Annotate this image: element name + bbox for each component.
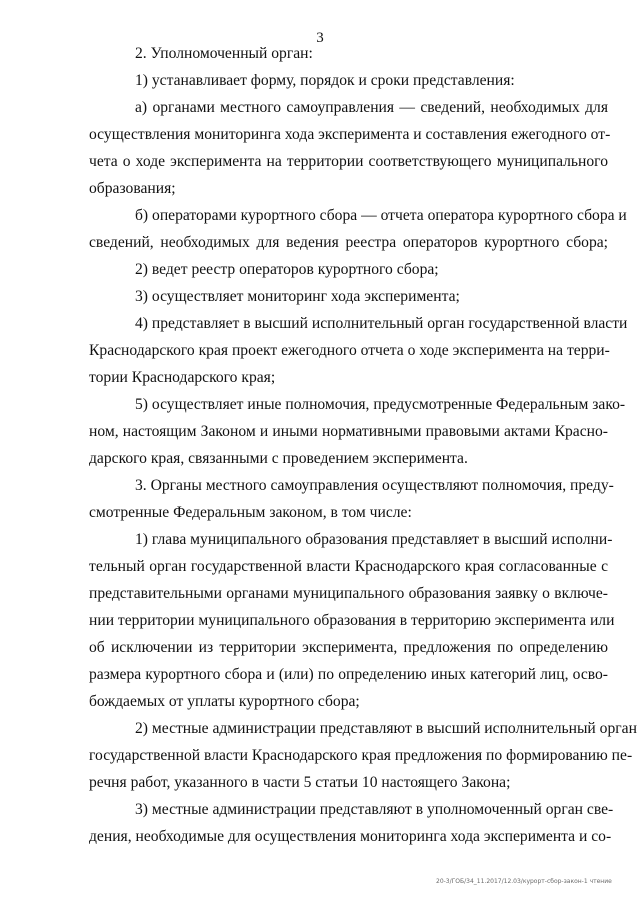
text-line: бождаемых от уплаты курортного сбора; xyxy=(89,693,360,710)
footer-document-code: 20-3/ГОБ/34_11.2017/12.03/курорт-сбор-закон-1 чтение xyxy=(436,878,612,885)
text-line: образования; xyxy=(89,180,176,197)
text-line: государственной власти Краснодарского края предложения по формированию пе- xyxy=(89,747,633,764)
text-line: нии территории муниципального образования в территорию эксперимента или xyxy=(89,612,615,629)
text-line: 5) осуществляет иные полномочия, предусмотренные Федеральным зако- xyxy=(135,396,626,413)
text-line: Краснодарского края проект ежегодного отчета о ходе эксперимента на терри- xyxy=(89,342,610,359)
text-line: размера курортного сбора и (или) по определению иных категорий лиц, осво- xyxy=(89,666,608,683)
text-line: 2. Уполномоченный орган: xyxy=(135,45,313,62)
text-line: ном, настоящим Законом и иными нормативными правовыми актами Красно- xyxy=(89,423,608,440)
text-line: сведений, необходимых для ведения реестра операторов курортного сбора; xyxy=(89,234,608,251)
text-line: об исключении из территории эксперимента, предложения по определению xyxy=(89,639,608,656)
text-line: 4) представляет в высший исполнительный орган государственной власти xyxy=(135,315,628,332)
text-line: 1) устанавливает форму, порядок и сроки представления: xyxy=(135,72,515,89)
page-number: 3 xyxy=(316,30,324,46)
text-line: 1) глава муниципального образования представляет в высший исполни- xyxy=(135,531,613,548)
text-line: 2) ведет реестр операторов курортного сбора; xyxy=(135,261,439,278)
text-line: тории Краснодарского края; xyxy=(89,369,276,386)
text-line: осуществления мониторинга хода эксперимента и составления ежегодного от- xyxy=(89,126,611,143)
text-line: а) органами местного самоуправления — сведений, необходимых для xyxy=(135,99,608,116)
text-line: дения, необходимые для осуществления мониторинга хода эксперимента и со- xyxy=(89,828,612,845)
text-line: тельный орган государственной власти Краснодарского края согласованные с xyxy=(89,558,608,575)
text-line: 3) осуществляет мониторинг хода эксперимента; xyxy=(135,288,460,305)
text-line: б) операторами курортного сбора — отчета оператора курортного сбора и xyxy=(135,207,627,224)
text-line: чета о ходе эксперимента на территории соответствующего муниципального xyxy=(89,153,608,170)
text-line: смотренные Федеральным законом, в том числе: xyxy=(89,504,412,521)
text-line: дарского края, связанными с проведением эксперимента. xyxy=(89,450,468,467)
text-line: представительными органами муниципального образования заявку о включе- xyxy=(89,585,608,602)
text-line: 2) местные администрации представляют в высший исполнительный орган xyxy=(135,720,637,737)
text-line: 3) местные администрации представляют в уполномоченный орган све- xyxy=(135,801,614,818)
text-line: 3. Органы местного самоуправления осуществляют полномочия, преду- xyxy=(135,477,614,494)
text-line: речня работ, указанного в части 5 статьи 10 настоящего Закона; xyxy=(89,774,511,791)
